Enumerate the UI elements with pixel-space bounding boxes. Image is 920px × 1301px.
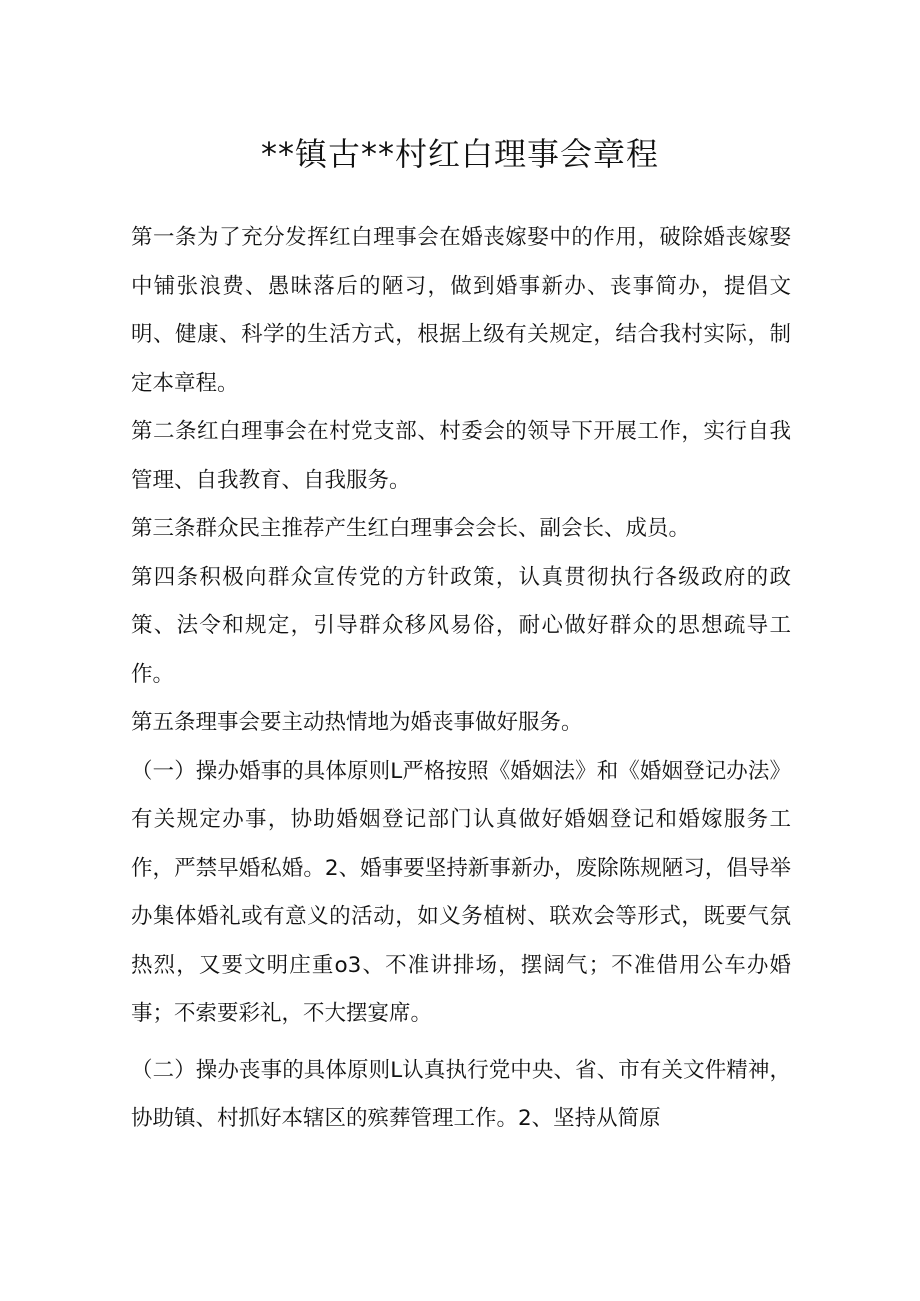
document-body xyxy=(131,214,791,1144)
article-2-paragraph: 第二条红白理事会在村党支部、村委会的领导下开展工作，实行自我管理、自我教育、自我服务。 xyxy=(131,419,791,493)
article-4-paragraph: 第四条积极向群众宣传党的方针政策，认真贯彻执行各级政府的政策、法令和规定，引导群众移风易俗，耐心做好群众的思想疏导工作。 xyxy=(131,564,791,687)
document-title: **镇古**村红白理事会章程 xyxy=(260,135,659,173)
article-1-paragraph: 第一条为了充分发挥红白理事会在婚丧嫁娶中的作用，破除婚丧嫁娶中铺张浪费、愚昧落后的陋习，做到婚事新办、丧事简办，提倡文明、健康、科学的生活方式，根据上级有关规定，结合我村实际，制定本章程。 xyxy=(131,225,791,396)
article-3-paragraph: 第三条群众民主推荐产生红白理事会会长、副会长、成员。 xyxy=(131,516,691,541)
article-5-paragraph: 第五条理事会要主动热情地为婚丧事做好服务。 xyxy=(131,710,583,735)
funeral-rules-paragraph: （二）操办丧事的具体原则L认真执行党中央、省、市有关文件精神，协助镇、村抓好本辖区的殡葬管理工作。2、坚持从简原 xyxy=(131,1057,791,1131)
wedding-rules-paragraph: （一）操办婚事的具体原则L严格按照《婚姻法》和《婚姻登记办法》有关规定办事，协助婚姻登记部门认真做好婚姻登记和婚嫁服务工作，严禁早婚私婚。2、婚事要坚持新事新办，废除陈规陋习，倡导举办集体婚礼或有意义的活动，如义务植树、联欢会等形式，既要气氛热烈，又要文明庄重o3、不准讲排场，摆阔气；不准借用公车办婚事；不索要彩礼，不大摆宴席。 xyxy=(131,758,791,1026)
